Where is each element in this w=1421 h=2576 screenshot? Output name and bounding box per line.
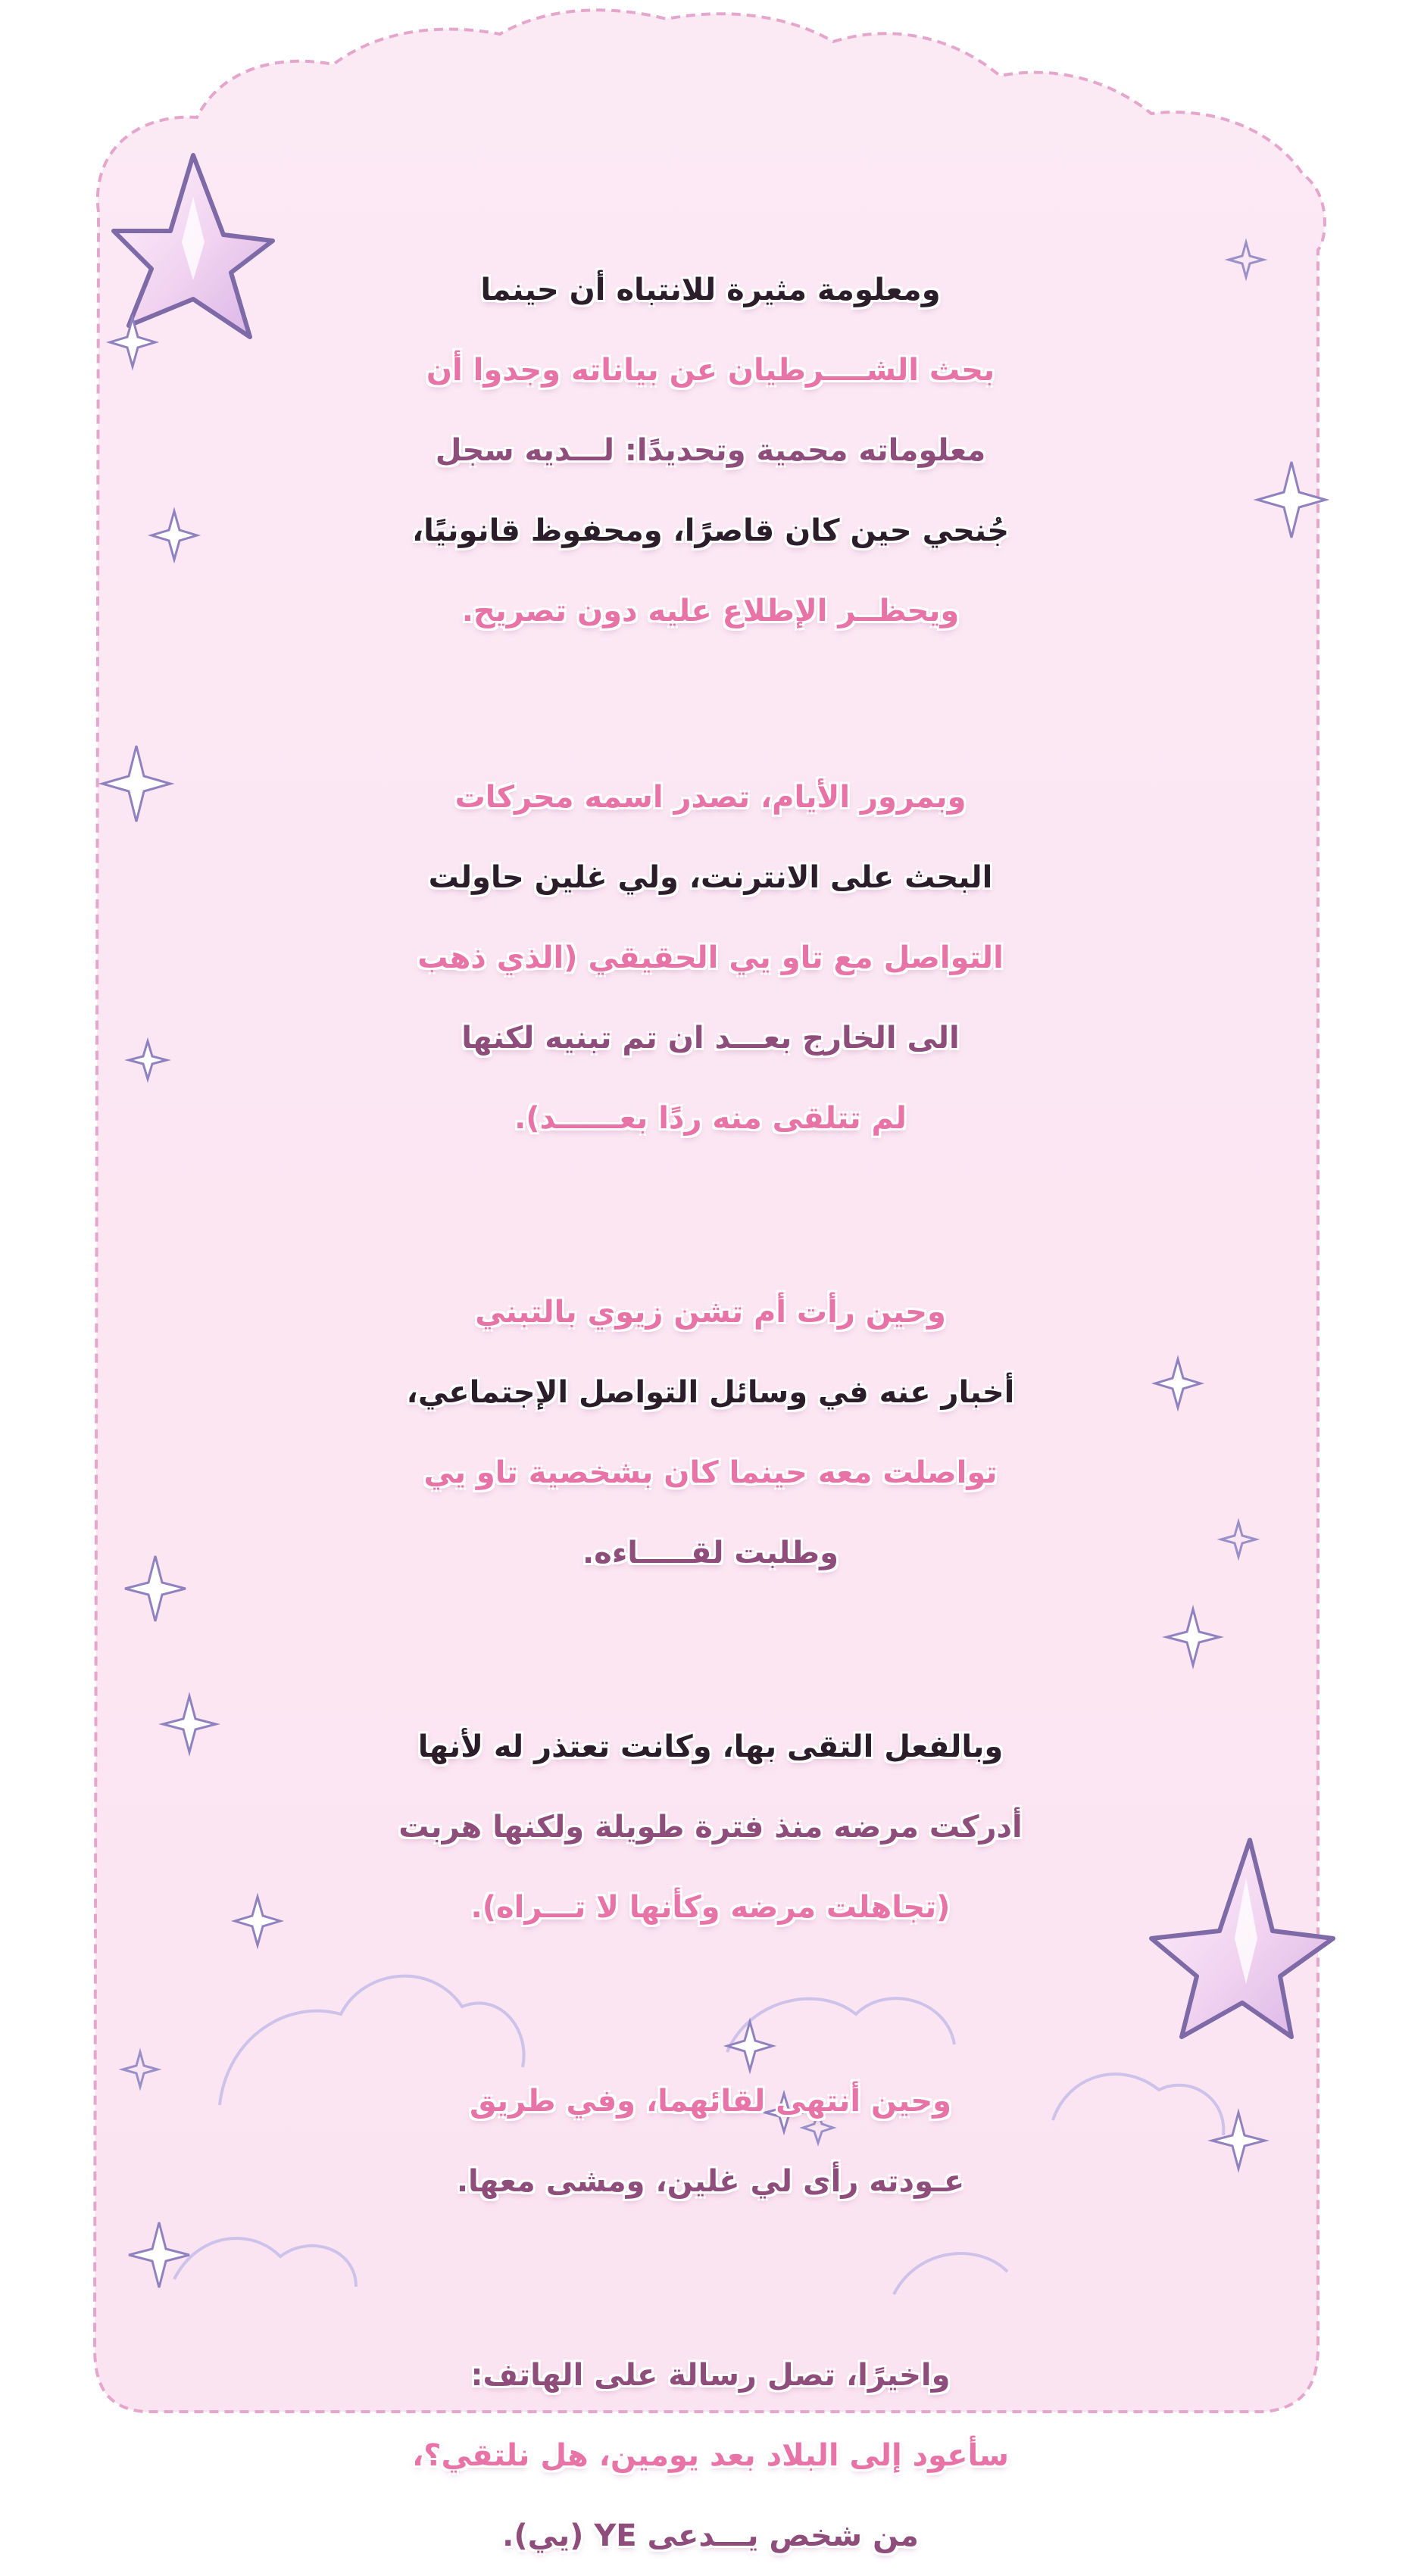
- text-line: وبالفعل التقى بها، وكانت تعتذر له لأنها: [417, 1729, 1004, 1764]
- text-line: عـودته رأى لي غلين، ومشى معها.: [456, 2164, 965, 2199]
- text-line: بحث الشــــرطيان عن بياناته وجدوا أن: [426, 353, 995, 388]
- text-line: جُنحي حين كان قاصرًا، ومحفوظ قانونيًا،: [411, 513, 1010, 548]
- text-line: التواصل مع تاو يي الحقيقي (الذي ذهب: [417, 940, 1004, 975]
- text-line: أدركت مرضه منذ فترة طويلة ولكنها هربت: [398, 1810, 1023, 1845]
- paragraph-4: [151, 1707, 1270, 1948]
- paragraph-2: [151, 757, 1270, 1159]
- text-line: لم تتلقى منه ردًا بعــــــد).: [514, 1101, 907, 1136]
- text-line: تواصلت معه حينما كان بشخصية تاو يي: [423, 1455, 998, 1490]
- text-line: البحث على الانترنت، ولي غلين حاولت: [428, 860, 993, 895]
- text-line: ومعلومة مثيرة للانتباه أن حينما: [480, 273, 941, 307]
- text-line: وحين أنتهى لقائهما، وفي طريق: [469, 2084, 952, 2119]
- paragraph-6: [151, 2335, 1270, 2576]
- text-line: معلوماته محمية وتحديدًا: لـــديه سجل: [435, 433, 986, 468]
- text-line: ويحظــر الإطلاع عليه دون تصريح.: [461, 594, 960, 628]
- text-line: أخبار عنه في وسائل التواصل الإجتماعي،: [406, 1375, 1015, 1410]
- paragraph-5: [151, 2061, 1270, 2222]
- text-line: وطلبت لقـــــاءه.: [582, 1536, 839, 1570]
- text-line: (تجاهلت مرضه وكأنها لا تـــراه).: [470, 1890, 951, 1925]
- story-text: [151, 250, 1270, 2576]
- text-line: وبمرور الأيام، تصدر اسمه محركات: [454, 780, 967, 815]
- text-line: الى الخارج بعـــد ان تم تبنيه لكنها: [461, 1021, 960, 1056]
- text-line: واخيرًا، تصل رسالة على الهاتف:: [470, 2358, 951, 2393]
- text-line: سأعود إلى البلاد بعد يومين، هل نلتقي؟،: [412, 2438, 1009, 2473]
- paragraph-3: [151, 1272, 1270, 1593]
- text-line: من شخص يـــدعى YE (يي).: [502, 2518, 919, 2553]
- text-line: وحين رأت أم تشن زيوي بالتبني: [475, 1295, 946, 1330]
- paragraph-1: [151, 250, 1270, 651]
